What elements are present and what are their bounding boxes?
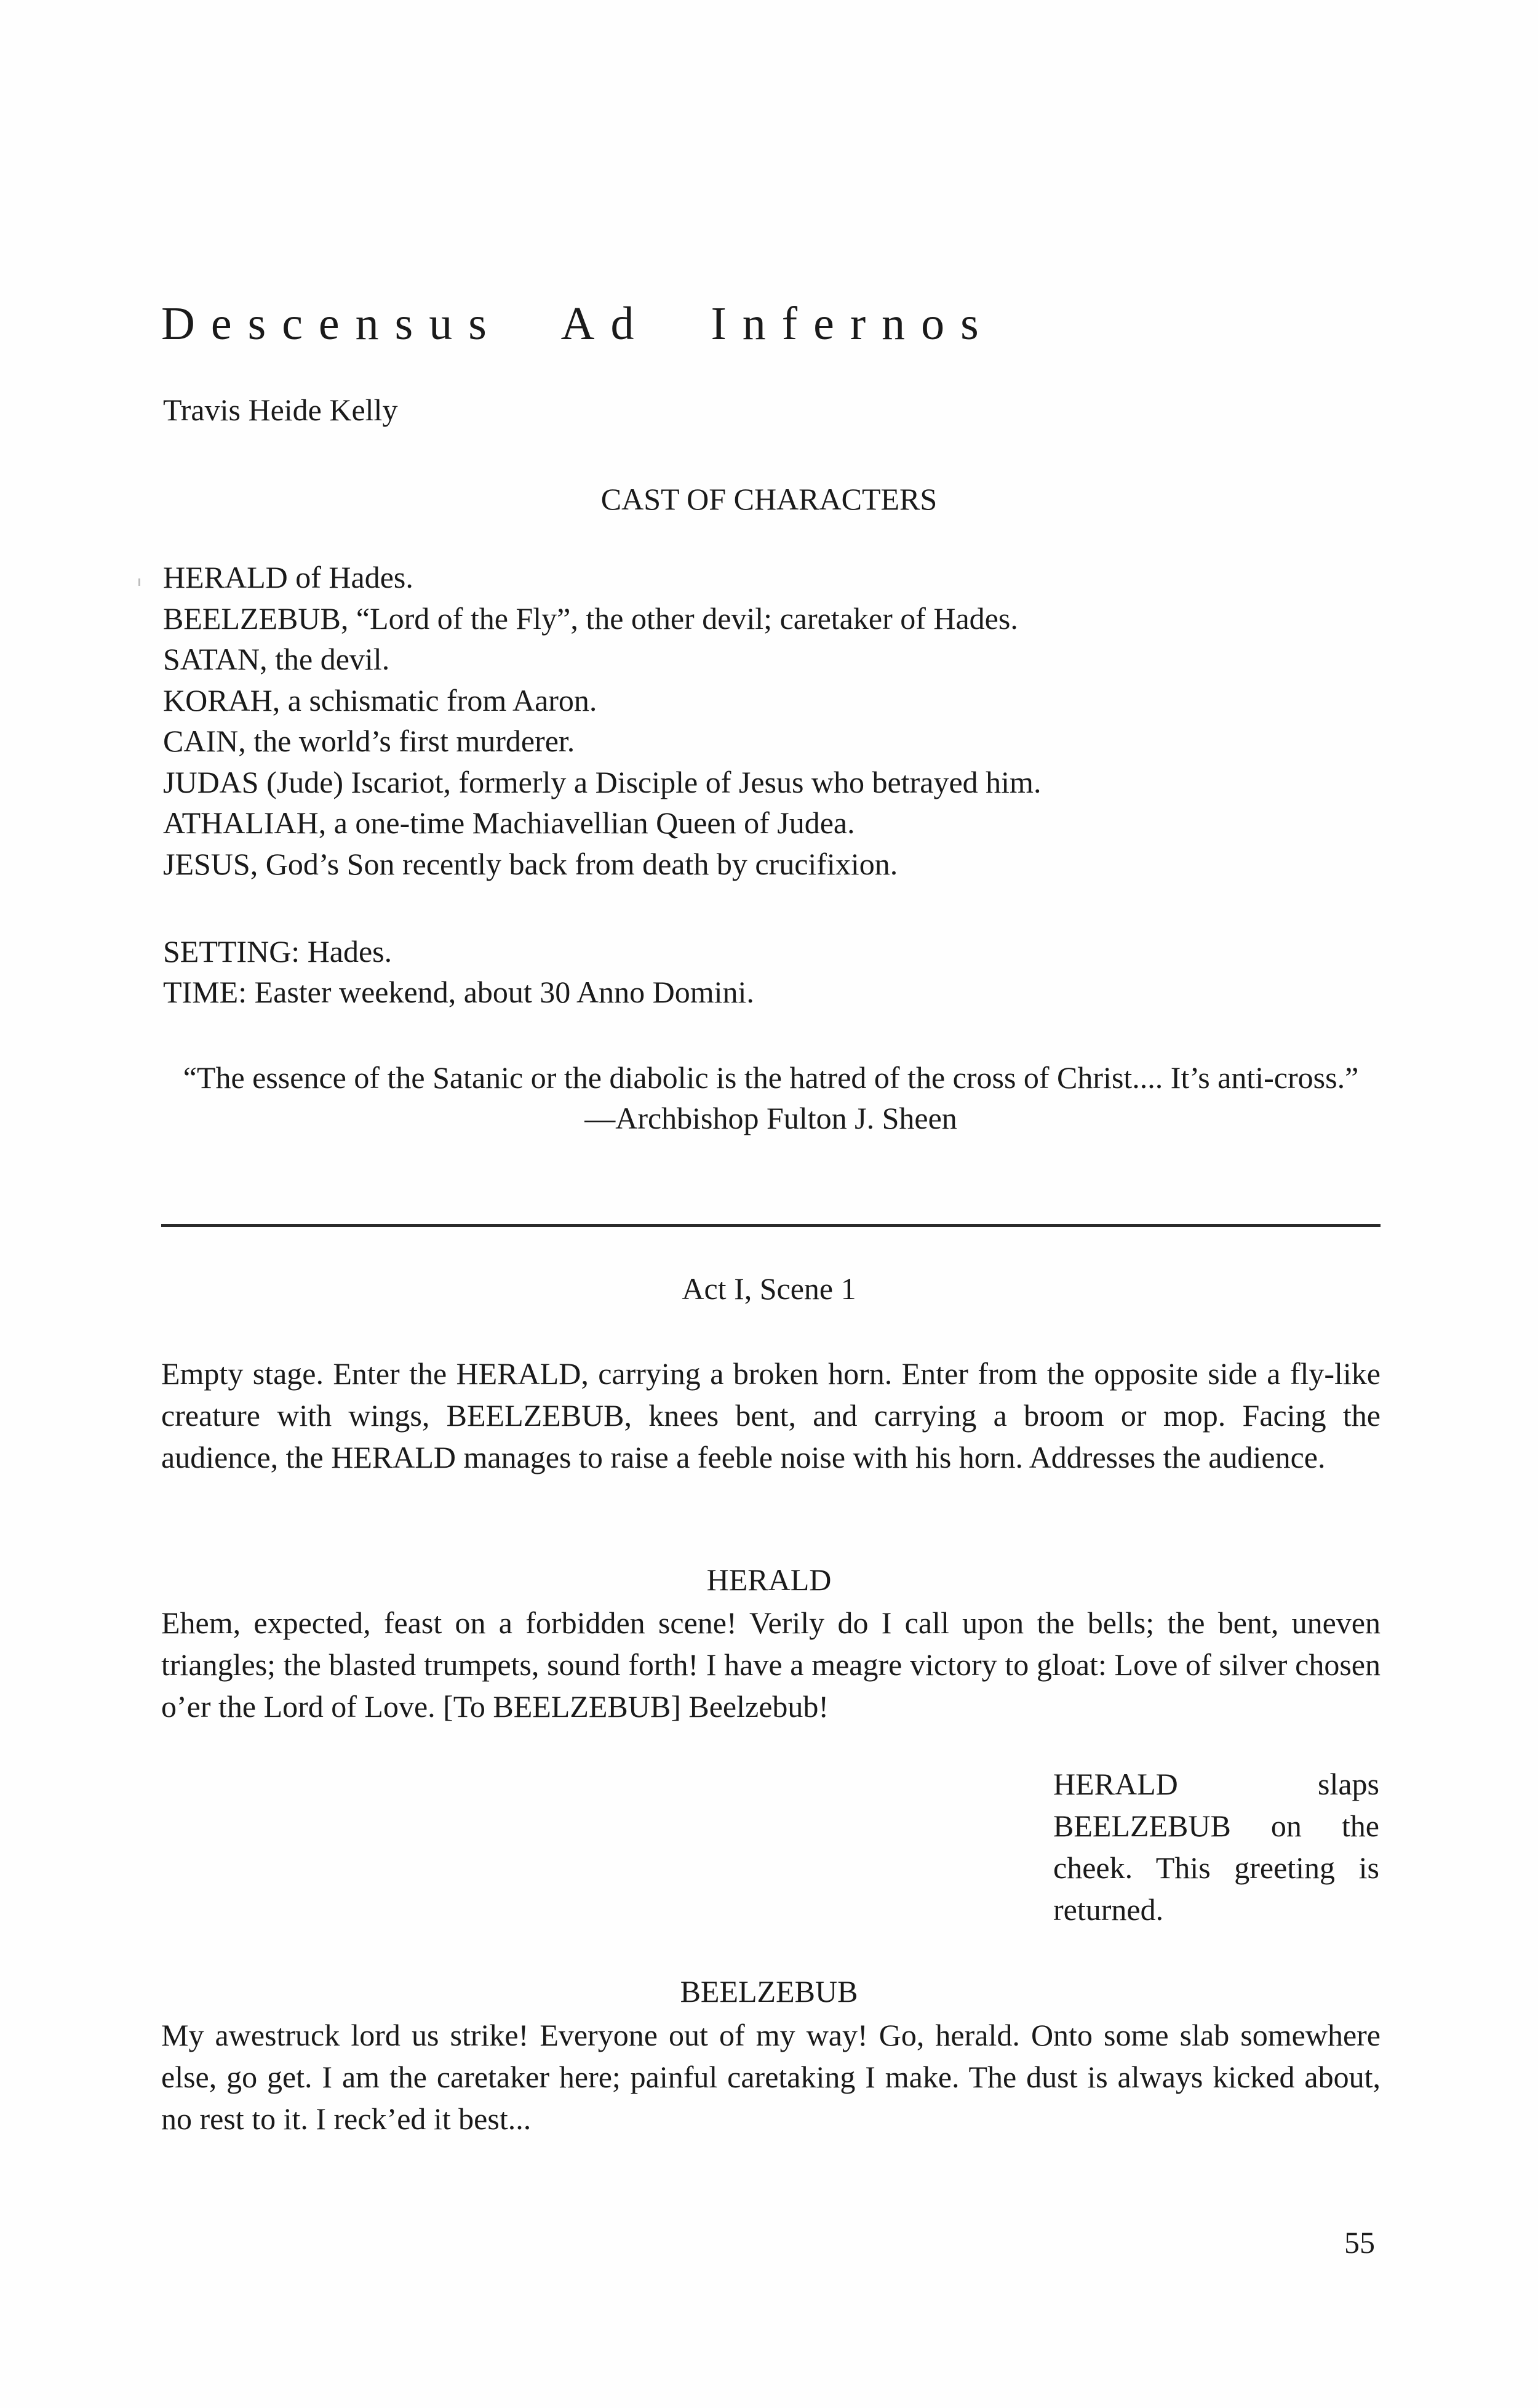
cast-entry: BEELZEBUB, “Lord of the Fly”, the other devil; caretaker of Hades. [163,601,1018,636]
cast-entry: JESUS, God’s Son recently back from death by crucifixion. [163,846,898,881]
cast-entry: SATAN, the devil. [163,642,390,676]
page-number: 55 [1344,2225,1375,2260]
setting-block [163,931,754,1012]
cast-entry: ATHALIAH, a one-time Machiavellian Queen of Judea. [163,806,855,840]
author-name: Travis Heide Kelly [163,393,398,427]
cast-heading: CAST OF CHARACTERS [600,482,938,516]
speaker-name: BEELZEBUB [680,1974,858,2009]
cast-list [163,557,1041,884]
cast-entry: CAIN, the world’s first murderer. [163,724,575,758]
epigraph-text: “The essence of the Satanic or the diabolic is the hatred of the cross of Christ.... It’s anti-cross.” [183,1060,1359,1095]
dialogue-line: My awestruck lord us strike! Everyone out of my way! Go, herald. Onto some slab somewhere else, go get. I am the caretaker here; painful caretaking I make. The dust is always kicked about, no rest to it. I reck’ed it best... [161,2018,1381,2136]
cast-entry: KORAH, a schismatic from Aaron. [163,682,597,718]
section-divider [161,1224,1381,1227]
dialogue-line: Ehem, expected, feast on a forbidden scene! Verily do I call upon the bells; the bent, uneven triangles; the blasted trumpets, sound forth! I have a meagre victory to gloat: Love of silver chosen o’er the Lord of Love. [To BEELZEBUB] Beelzebub! [161,1606,1381,1724]
speaker-name: HERALD [706,1562,832,1597]
cast-entry: JUDAS (Jude) Iscariot, formerly a Disciple of Jesus who betrayed him. [163,764,1042,799]
epigraph [161,1057,1381,1138]
margin-mark [138,578,140,586]
scene-heading: Act I, Scene 1 [682,1271,856,1306]
epigraph-attribution: —Archbishop Fulton J. Sheen [584,1101,957,1135]
setting-place: SETTING: Hades. [163,934,392,969]
play-title: Descensus Ad Infernos [161,298,995,350]
cast-entry: HERALD of Hades. [163,560,413,594]
setting-time: TIME: Easter weekend, about 30 Anno Domini. [163,975,754,1009]
stage-direction: Empty stage. Enter the HERALD, carrying a broken horn. Enter from the opposite side a fly-like creature with wings, BEELZEBUB, knees bent, and carrying a broom or mop. Facing the audience, the HERALD manages to raise a feeble noise with his horn. Addresses the audience. [161,1356,1381,1474]
stage-direction-inline: HERALD slaps BEELZEBUB on the cheek. This greeting is returned. [1053,1767,1379,1927]
